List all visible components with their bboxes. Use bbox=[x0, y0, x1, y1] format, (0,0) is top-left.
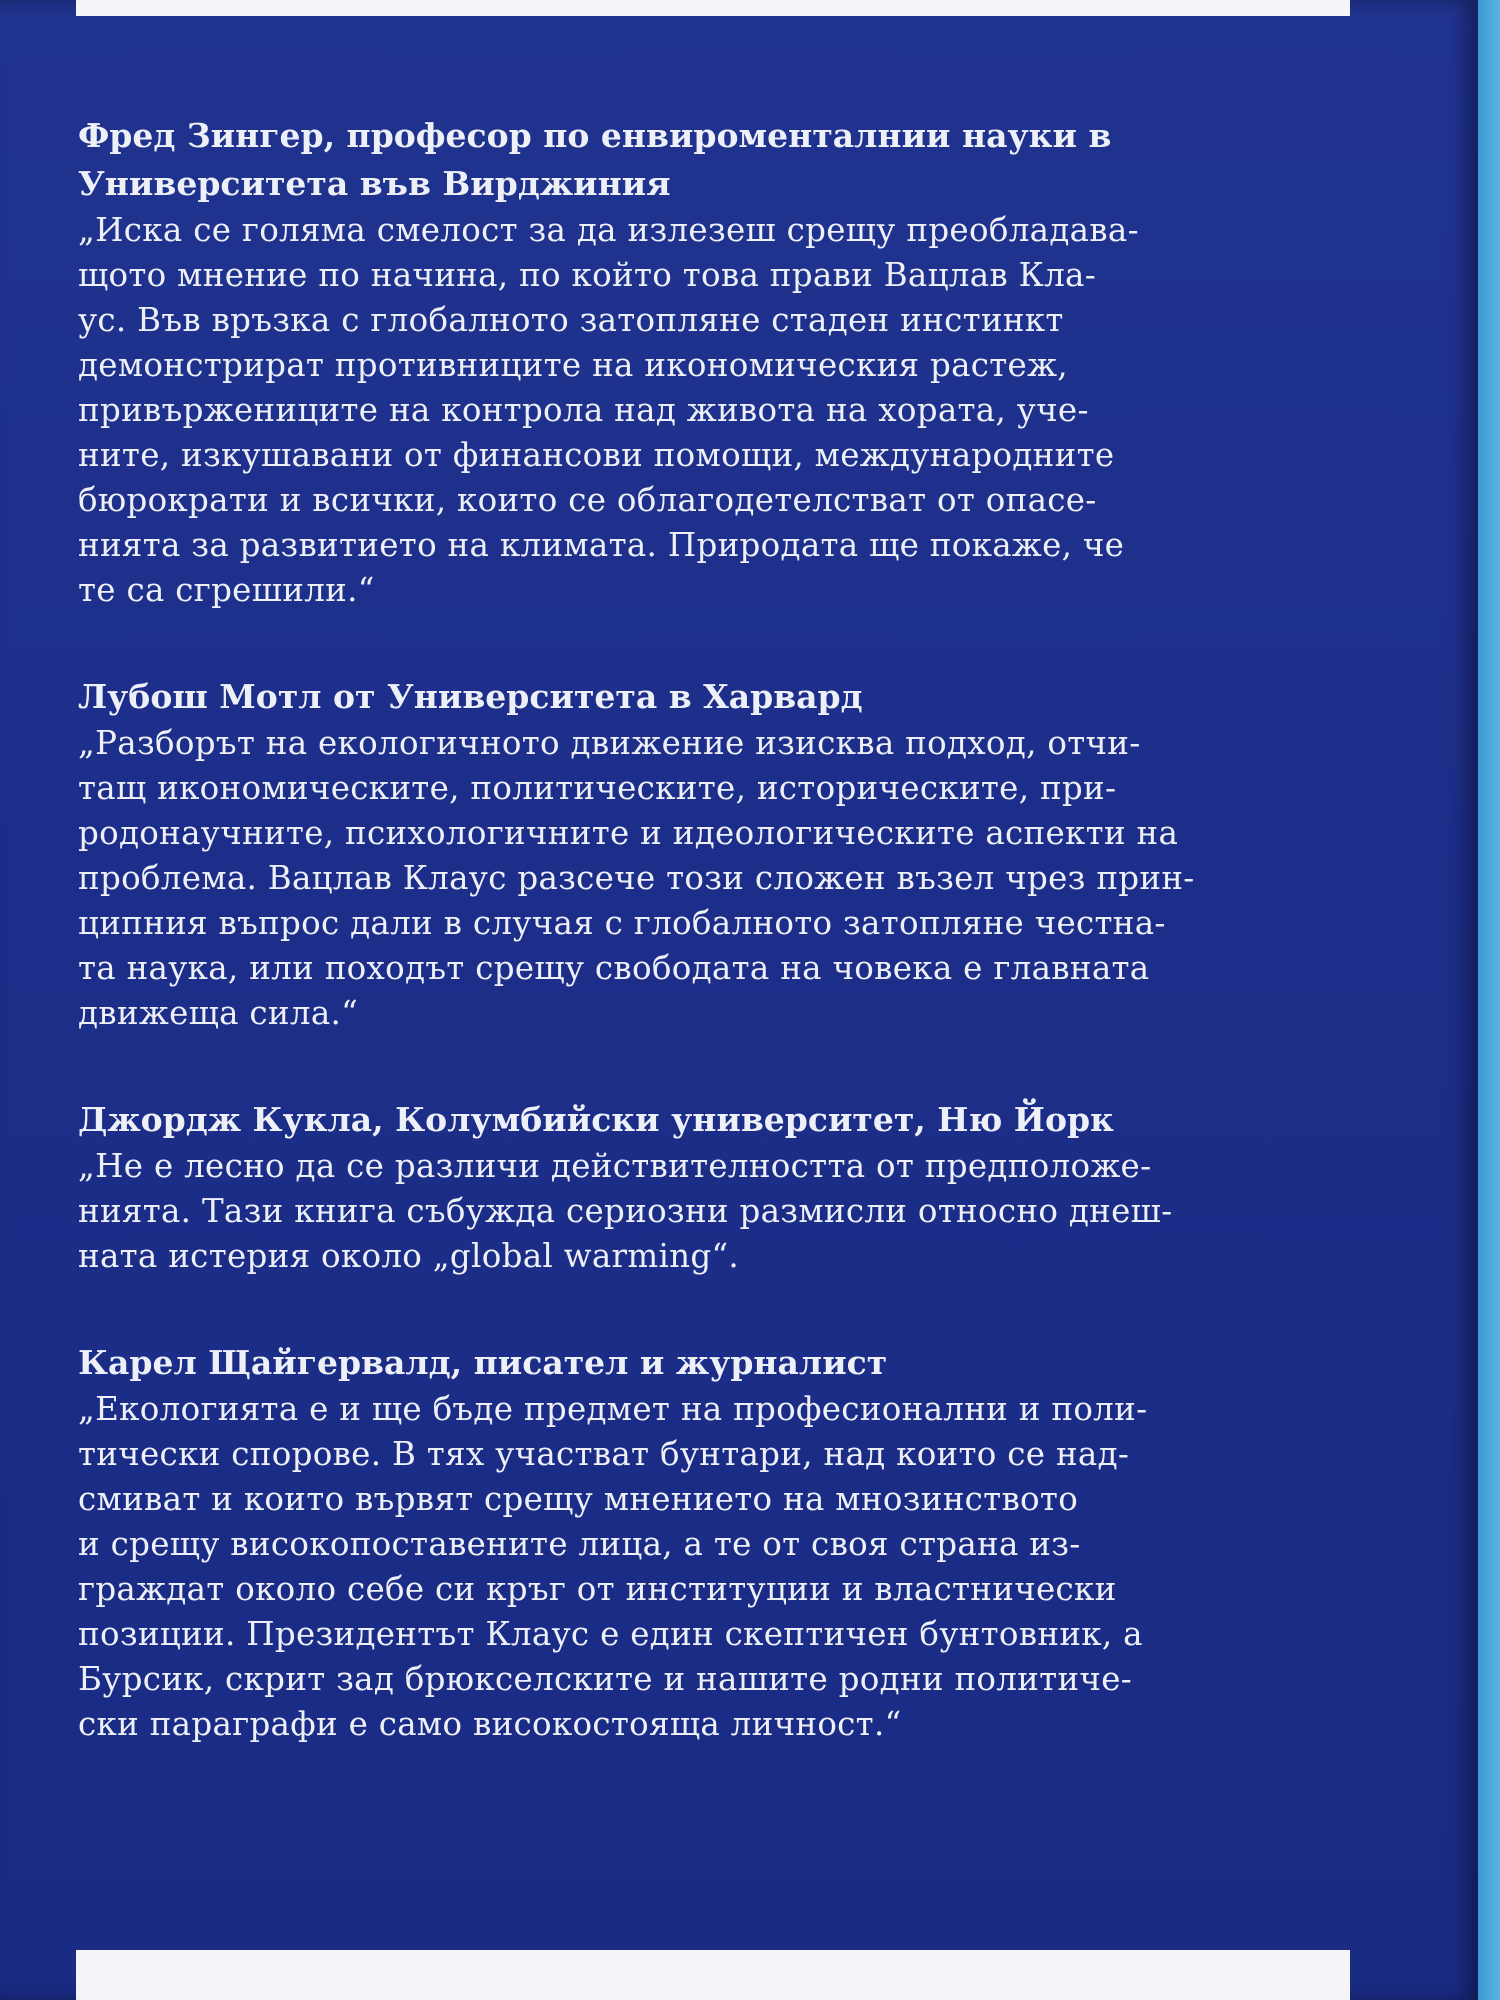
quote-author: Лубош Мотл от Университета в Харвард bbox=[78, 677, 863, 716]
quote-text: „Иска се голяма смелост за да излезеш срещу преобладава- щото мнение по начина, по който това прави Вацлав Кла- ус. Във връзка с глобалното затопляне стаден инстинкт демонстрират противниците на икономическия растеж, привържениците на контрола над живота на хората, уче- ните, изкушавани от финансови помощи, международните бюрократи и всички, които се облагодетелстват от опасе- нията за развитието на климата. Природата ще покаже, че те са сгрешили.“ bbox=[78, 211, 1139, 609]
quote-author: Фред Зингер, професор по енвироменталнии науки в Университета във Вирджиния bbox=[78, 116, 1112, 203]
quote-author: Карел Щайгервалд, писател и журналист bbox=[78, 1343, 888, 1382]
top-white-band bbox=[76, 0, 1350, 16]
quote-text: „Екологията е и ще бъде предмет на професионални и поли- тически спорове. В тях участват бунтари, над които се над- смиват и които вървят срещу мнението на мнозинството и срещу високопоставените лица, а те от своя страна из- граждат около себе си кръг от институции и властнически позиции. Президентът Клаус е един скептичен бунтовник, а Бурсик, скрит зад брюкселските и нашите родни политиче- ски параграфи е само високостояща личност.“ bbox=[78, 1390, 1148, 1743]
quote-block-steigerwald bbox=[78, 1339, 1354, 1747]
quote-author: Джордж Кукла, Колумбийски университет, Ню Йорк bbox=[78, 1100, 1114, 1139]
bottom-white-band bbox=[76, 1950, 1350, 2000]
quote-text: „Разборът на екологичното движение изисква подход, отчи- тащ икономическите, политическите, историческите, при- родонаучните, психологичните и идеологическите аспекти на проблема. Вацлав Клаус разсече този сложен възел чрез прин- ципния въпрос дали в случая с глобалното затопляне честна- та наука, или походът срещу свободата на човека е главната движеща сила.“ bbox=[78, 724, 1195, 1032]
quote-block-kukla bbox=[78, 1096, 1354, 1279]
quote-text: „Не е лесно да се различи действителността от предположе- нията. Тази книга събужда сериозни размисли относно днеш- ната истерия около „global warming“. bbox=[78, 1147, 1173, 1275]
quote-block-motl bbox=[78, 673, 1354, 1036]
quotes-column bbox=[78, 112, 1354, 1807]
quote-block-singer bbox=[78, 112, 1354, 613]
background-surface bbox=[1478, 0, 1500, 2000]
